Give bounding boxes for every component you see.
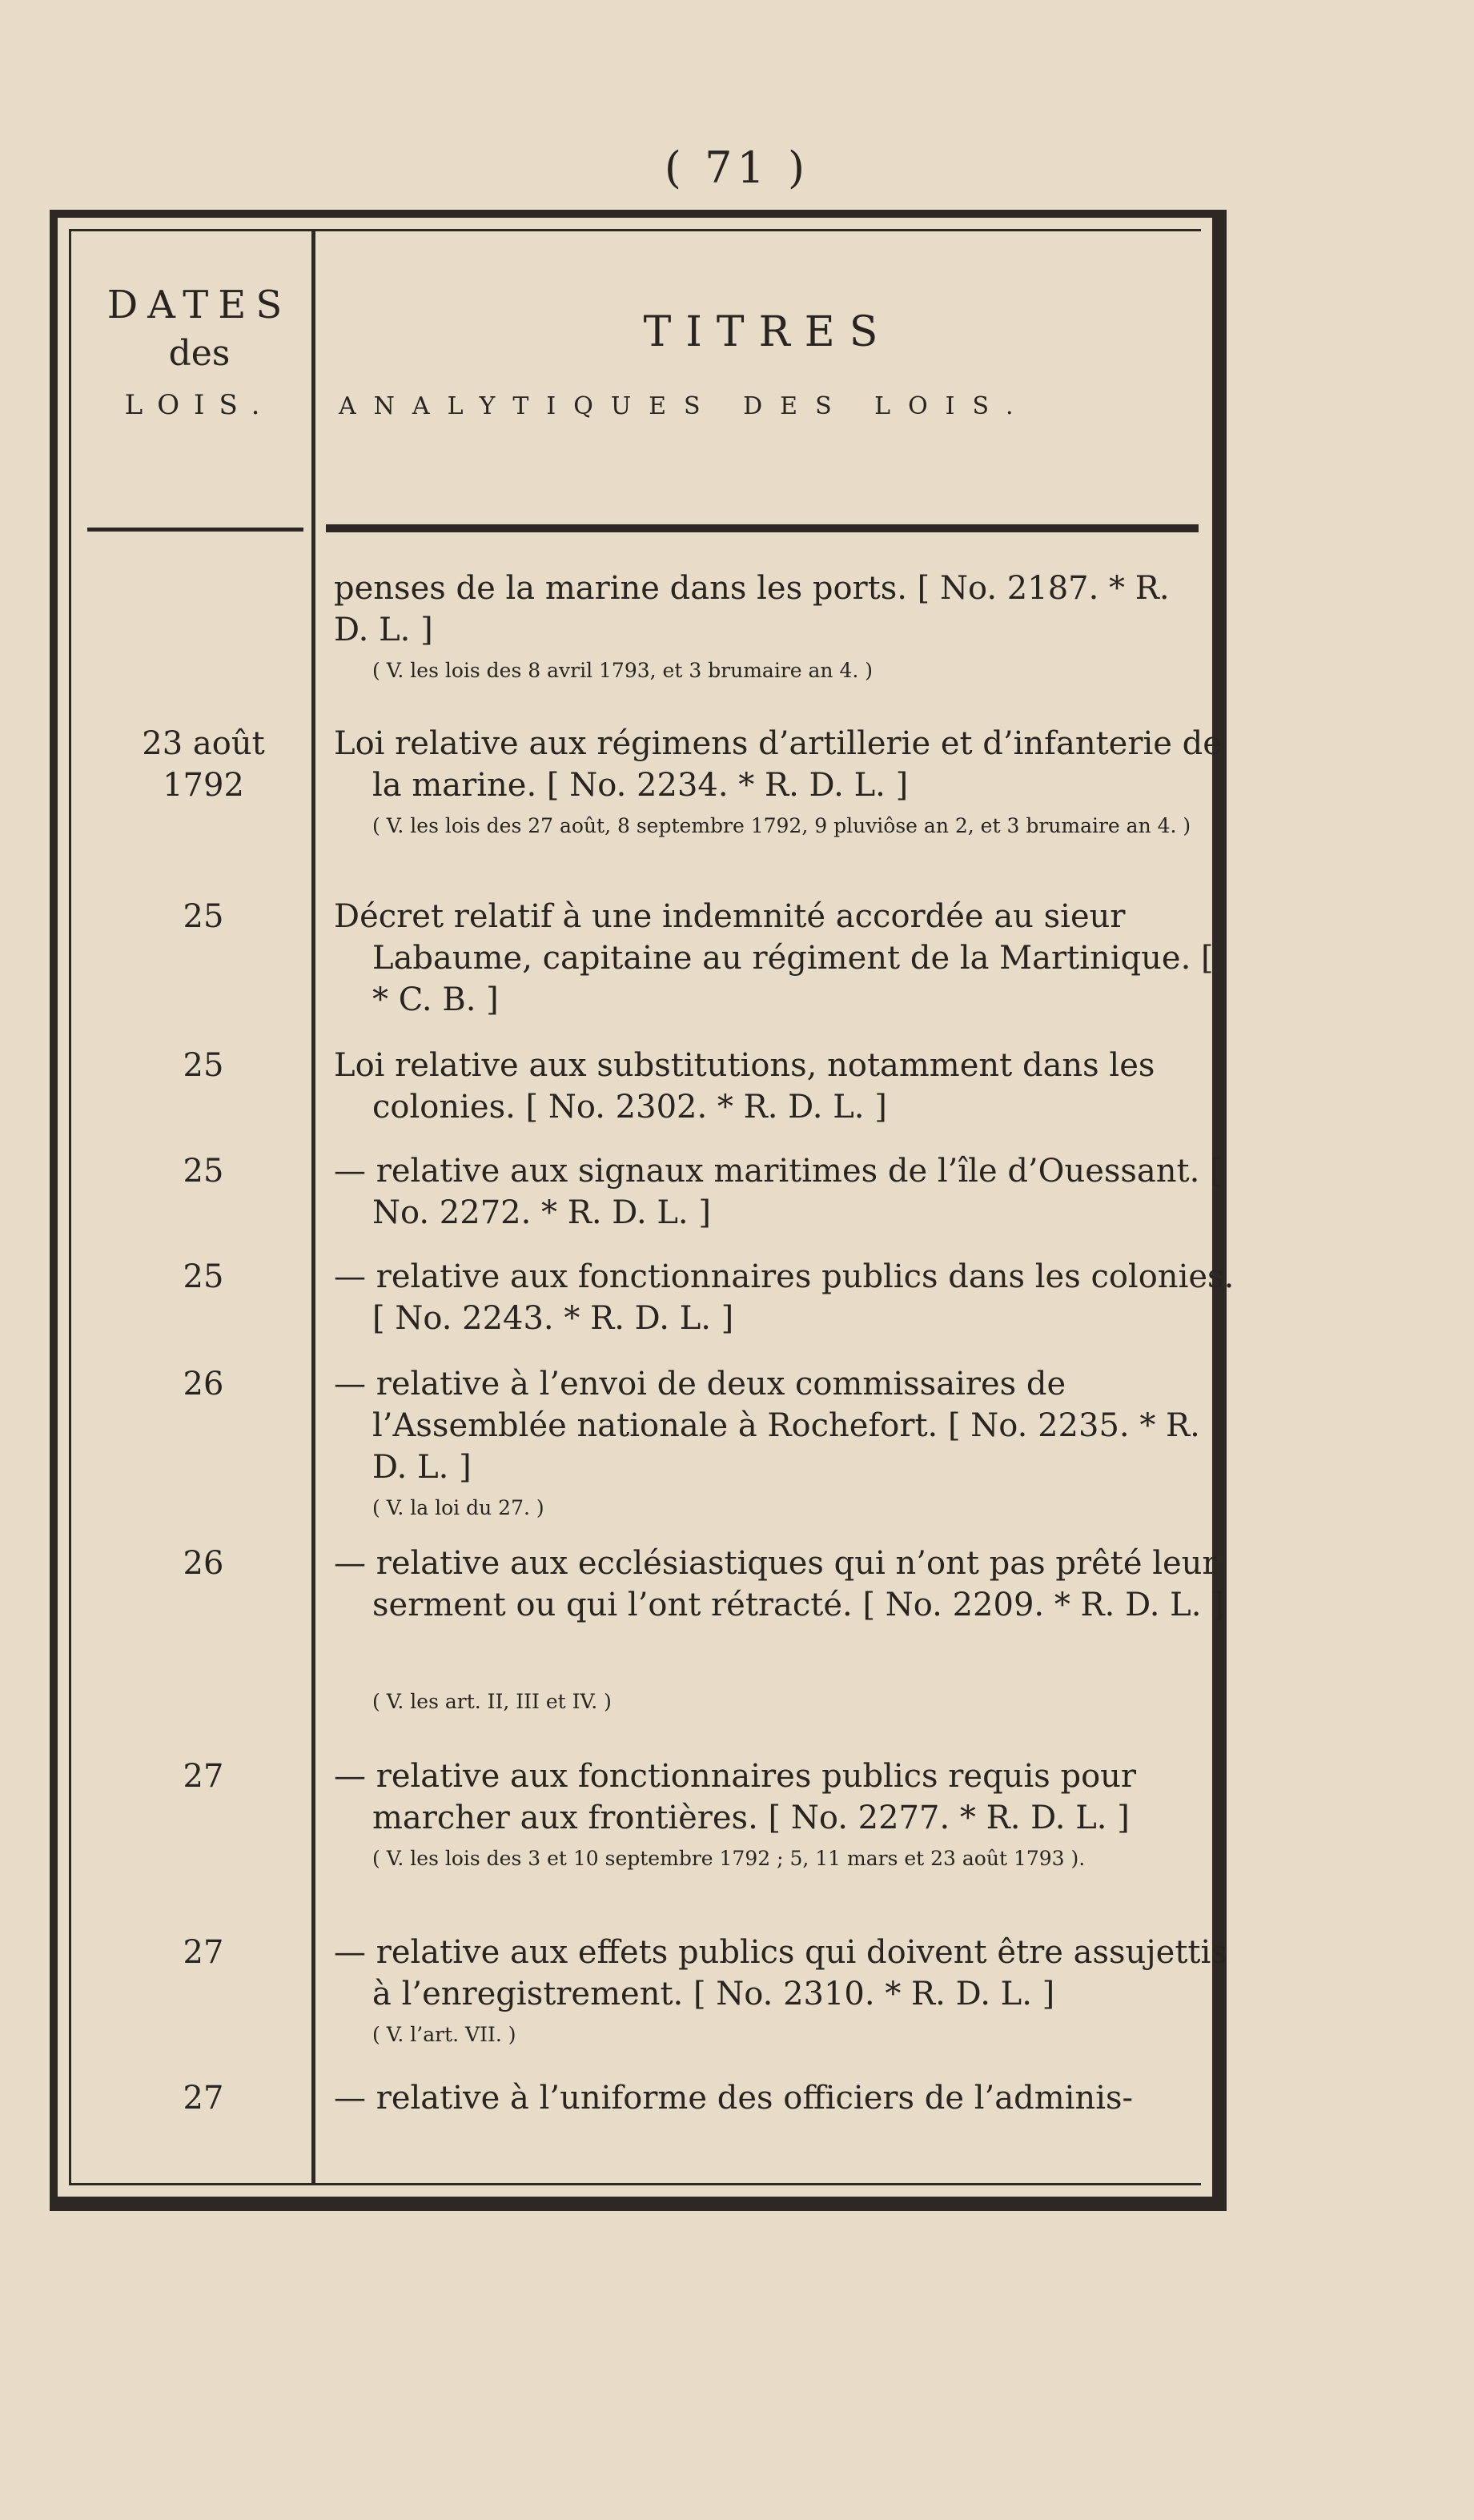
entry-date: 27	[183, 1934, 224, 1971]
header-lois: LOIS.	[124, 389, 275, 421]
header-titres: TITRES	[643, 308, 893, 356]
entry-date: 26	[183, 1366, 224, 1402]
dates-column-header	[87, 279, 311, 433]
entry-title: — relative aux fonctionnaires publics dans les colonies. [ No. 2243. * R. D. L. ]	[334, 1258, 1235, 1337]
entry-note: ( V. les lois des 3 et 10 septembre 1792 ; 5, 11 mars et 23 août 1793 ).	[372, 1847, 1086, 1870]
column-divider	[311, 231, 315, 2183]
entry-note: ( V. les lois des 27 août, 8 septembre 1792, 9 pluviôse an 2, et 3 brumaire an 4. )	[372, 814, 1191, 837]
entry-date: 25	[183, 1153, 224, 1190]
header-rule-left	[87, 528, 303, 532]
entry-date: 25	[183, 1258, 224, 1295]
entry-title: — relative à l’envoi de deux commissaires de l’Assemblée nationale à Rochefort. [ No. 2235. * R. D. L. ]	[334, 1366, 1200, 1486]
header-analytiques: ANALYTIQUES DES LOIS.	[339, 392, 1031, 420]
entry-title: — relative à l’uniforme des officiers de l’adminis-	[334, 2080, 1134, 2117]
header-rule-right	[326, 524, 1199, 532]
entry-note: ( V. les art. II, III et IV. )	[372, 1690, 612, 1713]
header-dates: DATES	[106, 283, 292, 327]
entry-date: 25	[183, 898, 224, 935]
table-inner	[69, 229, 1235, 2185]
entry-title: penses de la marine dans les ports. [ No. 2187. * R. D. L. ]	[334, 570, 1170, 648]
entry-note: ( V. la loi du 27. )	[372, 1496, 544, 1519]
entry-note: ( V. l’art. VII. )	[372, 2023, 516, 2046]
entry-date: 27	[183, 1758, 224, 1795]
entry-date: 25	[183, 1047, 224, 1084]
entry-title: Décret relatif à une indemnité accordée au sieur Labaume, capitaine au régiment de la Martinique. [ * C. B. ]	[334, 898, 1214, 1018]
entry-title: — relative aux signaux maritimes de l’île d’Ouessant. [ No. 2272. * R. D. L. ]	[334, 1153, 1223, 1231]
entry-title: Loi relative aux régimens d’artillerie et d’infanterie de la marine. [ No. 2234. * R. D. L. ]	[334, 725, 1222, 804]
entry-title: — relative aux effets publics qui doivent être assujettis à l’enregistrement. [ No. 2310. * R. D. L. ]	[334, 1934, 1227, 2012]
entry-date: 26	[183, 1545, 224, 1582]
entry-date: 23 août 1792	[142, 725, 265, 804]
entry-title: Loi relative aux substitutions, notamment dans les colonies. [ No. 2302. * R. D. L. ]	[334, 1047, 1155, 1126]
entry-title: — relative aux ecclésiastiques qui n’ont pas prêté leur serment ou qui l’ont rétracté. [ No. 2209. * R. D. L. ]	[334, 1545, 1224, 1623]
entry-title: — relative aux fonctionnaires publics requis pour marcher aux frontières. [ No. 2277. * R. D. L. ]	[334, 1758, 1137, 1836]
entry-date: 27	[183, 2080, 224, 2117]
titles-column-header	[335, 303, 1200, 435]
entry-note: ( V. les lois des 8 avril 1793, et 3 brumaire an 4. )	[372, 659, 874, 682]
table-frame	[50, 210, 1235, 2211]
header-des: des	[168, 333, 231, 374]
page-number: ( 71 )	[664, 142, 810, 193]
